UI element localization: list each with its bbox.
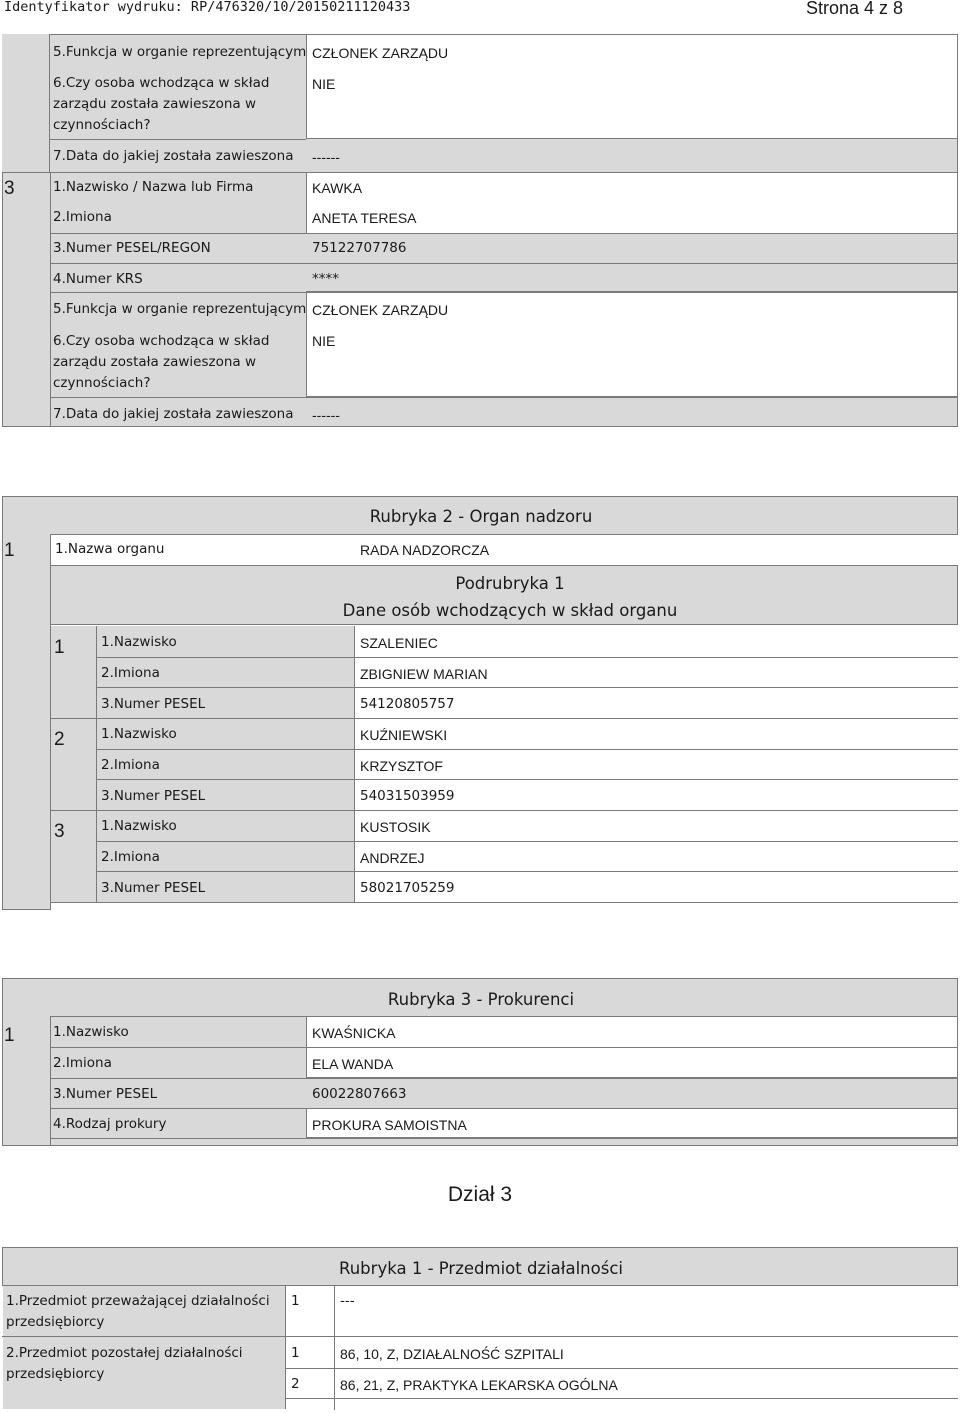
row-line: [286, 1398, 958, 1399]
board-left-column: [2, 34, 50, 173]
person-number: 3: [4, 178, 15, 199]
member-nazwisko: SZALENIEC: [360, 635, 438, 651]
p3-imiona-value: ANETA TERESA: [312, 210, 417, 226]
prev-zawieszona-value: NIE: [312, 76, 336, 92]
member-nazwisko-label: 1.Nazwisko: [101, 726, 177, 742]
prokurent-rodzaj-label: 4.Rodzaj prokury: [53, 1116, 167, 1132]
p3-divider: [50, 172, 51, 427]
row-line: [50, 233, 958, 234]
pozostaly-num: 2: [291, 1376, 300, 1392]
page-number: Strona 4 z 8: [806, 0, 904, 18]
member-nazwisko: KUŹNIEWSKI: [360, 727, 448, 743]
member-imiona-label: 2.Imiona: [101, 665, 160, 681]
row-line: [97, 749, 958, 750]
row-line: [50, 1078, 958, 1079]
prev-data-label: 7.Data do jakiej została zawieszona: [53, 148, 294, 164]
prokurent-nazwisko-value: KWAŚNICKA: [312, 1025, 396, 1041]
member-pesel-label: 3.Numer PESEL: [101, 880, 206, 896]
prokurent-number: 1: [4, 1025, 15, 1046]
podrubryka-title: Podrubryka 1: [455, 574, 565, 593]
prokurent-nazwisko-label: 1.Nazwisko: [53, 1024, 129, 1040]
pozostaly-value: 86, 21, Z, PRAKTYKA LEKARSKA OGÓLNA: [340, 1377, 618, 1393]
row-line: [50, 902, 958, 903]
member-imiona-label: 2.Imiona: [101, 757, 160, 773]
row-line: [50, 1138, 958, 1139]
print-identifier: Identyfikator wydruku: RP/476320/10/20150211120433: [4, 0, 411, 15]
prev-funkcja-label: 5.Funkcja w organie reprezentującym: [53, 44, 307, 60]
rubryka-1-title: Rubryka 1 - Przedmiot działalności: [339, 1259, 623, 1278]
rubryka-3-title: Rubryka 3 - Prokurenci: [387, 990, 575, 1009]
member-pesel: 54031503959: [360, 788, 455, 804]
member-pesel-label: 3.Numer PESEL: [101, 788, 206, 804]
row-line: [286, 1368, 958, 1369]
prev-zawieszona-label: 6.Czy osoba wchodząca w skład zarządu została zawieszona w czynnościach?: [53, 75, 270, 133]
row-line: [50, 263, 958, 264]
p3-krs-value: ****: [312, 271, 339, 287]
p3-funkcja-label: 5.Funkcja w organie reprezentującym: [53, 301, 307, 317]
member-imiona: KRZYSZTOF: [360, 758, 443, 774]
member-number: 2: [54, 729, 65, 750]
row-line: [50, 1047, 958, 1048]
row-line: [50, 292, 958, 293]
row-line: [51, 810, 958, 811]
p3-funkcja-value: CZŁONEK ZARZĄDU: [312, 302, 449, 318]
przewazajacy-value: ---: [340, 1293, 355, 1309]
row-line: [97, 871, 958, 872]
pozostaly-value: 86, 10, Z, DZIAŁALNOŚĆ SZPITALI: [340, 1346, 564, 1362]
przewazajacy-num: 1: [291, 1293, 300, 1309]
member-nazwisko-label: 1.Nazwisko: [101, 634, 177, 650]
p3-data-value: ------: [312, 407, 340, 423]
row-line: [97, 841, 958, 842]
p3-imiona-label: 2.Imiona: [53, 209, 112, 225]
organ-nazwa-value: RADA NADZORCZA: [360, 542, 490, 558]
col-line: [50, 1016, 51, 1146]
row-line: [97, 687, 958, 688]
pozostaly-label: 2.Przedmiot pozostałej działalności przedsiębiorcy: [6, 1345, 243, 1382]
row-line: [2, 172, 958, 173]
p3-zawieszona-value: NIE: [312, 333, 336, 349]
row-line: [50, 1108, 958, 1109]
row-line: [50, 1016, 958, 1017]
p3-nazwisko-label: 1.Nazwisko / Nazwa lub Firma: [53, 179, 254, 195]
member-nazwisko: KUSTOSIK: [360, 819, 431, 835]
member-number: 3: [54, 821, 65, 842]
prokurent-pesel-label: 3.Numer PESEL: [53, 1086, 158, 1102]
p3-data-label: 7.Data do jakiej została zawieszona: [53, 406, 294, 422]
col-line: [334, 1286, 335, 1410]
row-line: [97, 657, 958, 658]
prokurent-imiona-value: ELA WANDA: [312, 1056, 394, 1072]
member-pesel: 58021705259: [360, 880, 455, 896]
rubryka-2-title: Rubryka 2 - Organ nadzoru: [369, 507, 593, 526]
row-line: [50, 139, 306, 140]
p3-zawieszona-label: 6.Czy osoba wchodząca w skład zarządu została zawieszona w czynnościach?: [53, 333, 270, 391]
prokurent-imiona-label: 2.Imiona: [53, 1055, 112, 1071]
dzial-title: Dział 3: [447, 1183, 513, 1206]
member-imiona-label: 2.Imiona: [101, 849, 160, 865]
row-line: [50, 397, 958, 398]
member-nazwisko-label: 1.Nazwisko: [101, 818, 177, 834]
member-number: 1: [54, 637, 65, 658]
prev-funkcja-value: CZŁONEK ZARZĄDU: [312, 45, 449, 61]
przewazajacy-label: 1.Przedmiot przeważającej działalności przedsiębiorcy: [6, 1293, 270, 1330]
members-number-column: [51, 626, 97, 902]
member-pesel: 54120805757: [360, 696, 455, 712]
p3-krs-label: 4.Numer KRS: [53, 271, 143, 287]
row-line: [2, 1336, 958, 1337]
p3-nazwisko-value: KAWKA: [312, 180, 363, 196]
organ-nazwa-label: 1.Nazwa organu: [55, 541, 165, 557]
prokurent-rodzaj-value: PROKURA SAMOISTNA: [312, 1117, 467, 1133]
organ-number: 1: [4, 540, 15, 561]
p3-pesel-value: 75122707786: [312, 240, 407, 256]
member-imiona: ANDRZEJ: [360, 850, 425, 866]
p3-pesel-label: 3.Numer PESEL/REGON: [53, 240, 211, 256]
pozostaly-num: 1: [291, 1345, 300, 1361]
row-line: [97, 779, 958, 780]
member-pesel-label: 3.Numer PESEL: [101, 696, 206, 712]
prev-data-value: ------: [312, 149, 340, 165]
podrubryka-subtitle: Dane osób wchodzących w skład organu: [342, 601, 678, 620]
member-imiona: ZBIGNIEW MARIAN: [360, 666, 488, 682]
prokurent-pesel-value: 60022807663: [312, 1086, 407, 1102]
row-line: [51, 718, 958, 719]
